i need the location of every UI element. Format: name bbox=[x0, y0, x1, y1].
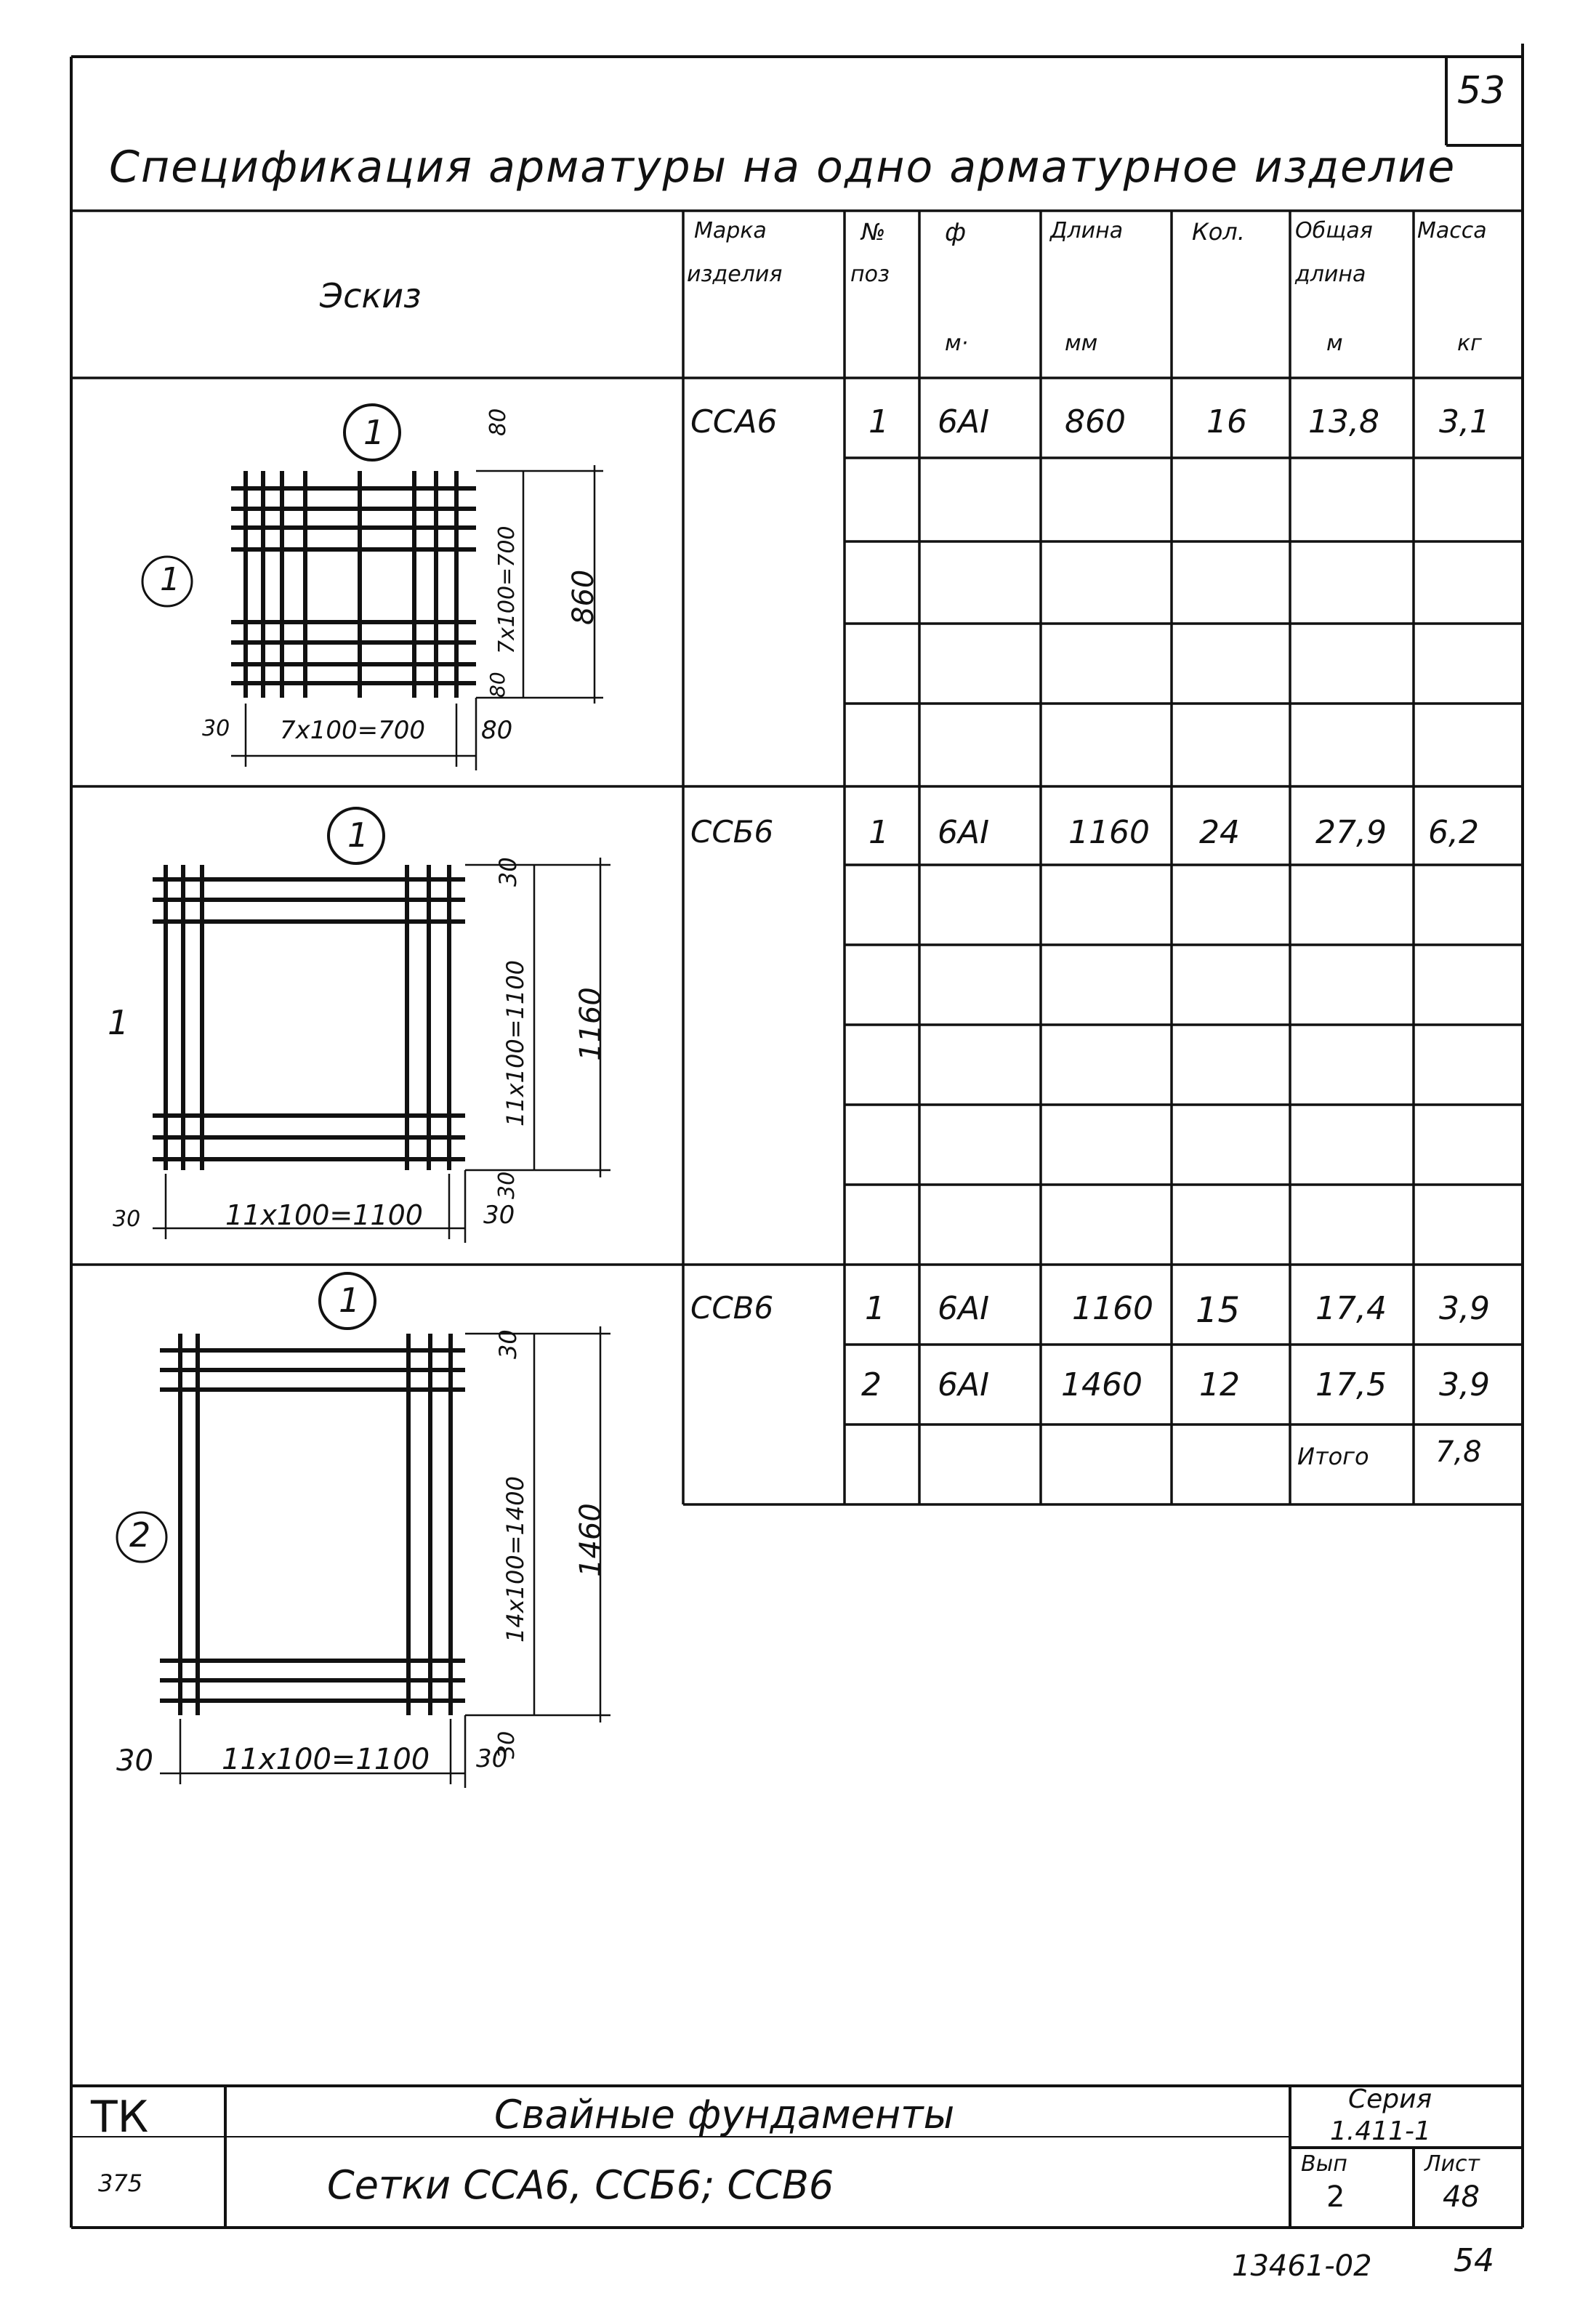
row-pos: 2 bbox=[861, 1366, 882, 1403]
header-total-length-2: длина bbox=[1295, 262, 1366, 287]
header-length-unit: мм bbox=[1065, 331, 1098, 356]
row-quantity: 16 bbox=[1206, 403, 1247, 440]
dim-top: 30 bbox=[494, 857, 522, 887]
header-pos: № bbox=[861, 218, 886, 246]
row-mass: 3,9 bbox=[1439, 1290, 1490, 1327]
spec-title: Спецификация арматуры на одно арматурное изделие bbox=[109, 142, 1456, 193]
row-length: 1160 bbox=[1068, 814, 1150, 851]
row-quantity: 24 bbox=[1199, 814, 1240, 851]
drawing-name: Свайные фундаменты bbox=[494, 2092, 955, 2137]
dim-left: 30 bbox=[113, 1206, 141, 1232]
sketch-pos-label: 1 bbox=[363, 413, 385, 452]
header-diameter: ф bbox=[945, 218, 967, 247]
row-mass: 3,9 bbox=[1439, 1366, 1490, 1403]
mark-ccb6: ССБ6 bbox=[690, 814, 774, 850]
dim-bottom: 7х100=700 bbox=[280, 716, 426, 745]
row-diameter: 6АI bbox=[938, 403, 990, 440]
row-length: 1160 bbox=[1072, 1290, 1153, 1327]
dim-corner: 80 bbox=[481, 716, 513, 745]
row-pos: 1 bbox=[868, 814, 889, 851]
dim-bottom-right: 30 bbox=[494, 1171, 520, 1199]
mark-ccv6: ССВ6 bbox=[690, 1290, 774, 1326]
dimension-lines bbox=[160, 1326, 610, 1788]
mesh-bars-horizontal bbox=[231, 488, 476, 683]
total-mass: 7,8 bbox=[1435, 1435, 1482, 1469]
row-mass: 3,1 bbox=[1439, 403, 1490, 440]
header-quantity: Кол. bbox=[1192, 218, 1245, 246]
header-diameter-unit: м· bbox=[945, 331, 969, 356]
sketch-side-label: 1 bbox=[160, 561, 180, 598]
series-value: 1.411-1 bbox=[1330, 2116, 1431, 2146]
row-quantity: 12 bbox=[1199, 1366, 1240, 1403]
sheet-value: 48 bbox=[1443, 2180, 1480, 2214]
archive-number: 13461-02 bbox=[1232, 2249, 1372, 2283]
header-sketch: Эскиз bbox=[320, 276, 422, 315]
dim-top: 30 bbox=[494, 1329, 522, 1359]
header-mark-2: изделия bbox=[687, 262, 783, 287]
issue-label: Вып bbox=[1301, 2151, 1347, 2177]
mesh-bars-horizontal bbox=[160, 1350, 465, 1701]
dim-inner: 11х100=1100 bbox=[501, 960, 529, 1127]
header-mark: Марка bbox=[694, 218, 767, 243]
row-total-length: 17,4 bbox=[1315, 1290, 1387, 1327]
row-mass: 6,2 bbox=[1428, 814, 1479, 851]
sheet-number: 53 bbox=[1457, 69, 1506, 113]
total-label: Итого bbox=[1297, 1443, 1369, 1470]
dim-left: 30 bbox=[202, 716, 230, 741]
archive-page: 54 bbox=[1454, 2242, 1494, 2279]
header-total-length-unit: м bbox=[1326, 331, 1343, 356]
dim-corner: 30 bbox=[476, 1744, 508, 1773]
dim-inner: 7х100=700 bbox=[494, 525, 520, 654]
dim-top: 80 bbox=[485, 408, 511, 436]
header-total-length: Общая bbox=[1295, 218, 1373, 243]
row-diameter: 6АI bbox=[938, 1290, 990, 1327]
header-pos-2: поз bbox=[850, 262, 890, 287]
row-diameter: 6АI bbox=[938, 814, 990, 851]
drawing-subject: Сетки ССА6, ССБ6; ССВ6 bbox=[327, 2162, 834, 2208]
header-length: Длина bbox=[1050, 218, 1124, 243]
issue-value: 2 bbox=[1326, 2180, 1345, 2214]
row-pos: 1 bbox=[868, 403, 889, 440]
sketch-mesh-ccb6 bbox=[153, 808, 610, 1243]
dim-total: 1160 bbox=[574, 987, 608, 1061]
series-label: Серия bbox=[1348, 2084, 1432, 2114]
sheet-label: Лист bbox=[1424, 2151, 1480, 2177]
org-code: ТК bbox=[91, 2092, 149, 2143]
dim-inner: 14х100=1400 bbox=[501, 1476, 529, 1643]
dim-left: 30 bbox=[116, 1744, 153, 1778]
dim-total: 860 bbox=[567, 569, 600, 625]
dim-bottom-right: 80 bbox=[485, 672, 509, 698]
header-mass: Масса bbox=[1417, 218, 1487, 243]
org-sub: 375 bbox=[98, 2169, 143, 2197]
sketch-mesh-ccv6 bbox=[117, 1273, 610, 1788]
header-mass-unit: кг bbox=[1457, 331, 1482, 356]
row-pos: 1 bbox=[865, 1290, 885, 1327]
mesh-bars-vertical bbox=[166, 865, 449, 1170]
dim-bottom: 11х100=1100 bbox=[225, 1199, 423, 1231]
dim-bottom: 11х100=1100 bbox=[222, 1743, 430, 1776]
row-total-length: 27,9 bbox=[1315, 814, 1387, 851]
row-diameter: 6АI bbox=[938, 1366, 990, 1403]
row-total-length: 17,5 bbox=[1315, 1366, 1387, 1403]
row-length: 1460 bbox=[1061, 1366, 1142, 1403]
sketch-pos-label: 1 bbox=[339, 1281, 360, 1320]
row-quantity: 15 bbox=[1196, 1290, 1241, 1331]
sketch-side-label: 2 bbox=[129, 1515, 151, 1555]
mark-cca6: ССА6 bbox=[690, 403, 778, 440]
dim-corner: 30 bbox=[483, 1201, 515, 1230]
dimension-lines bbox=[153, 858, 610, 1243]
mesh-bars-horizontal bbox=[153, 879, 465, 1159]
row-length: 860 bbox=[1065, 403, 1126, 440]
sketch-side-label: 1 bbox=[108, 1003, 129, 1042]
sketch-pos-label: 1 bbox=[347, 815, 369, 855]
dim-total: 1460 bbox=[574, 1503, 608, 1577]
spec-table-grid bbox=[71, 211, 1523, 1504]
dim-bottom-right: 30 bbox=[494, 1730, 520, 1759]
row-total-length: 13,8 bbox=[1308, 403, 1379, 440]
